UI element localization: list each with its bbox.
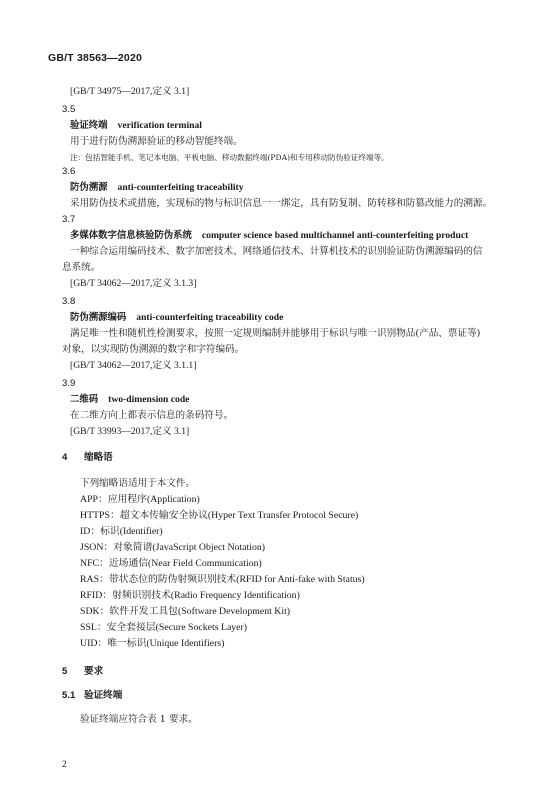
term-zh: 二维码	[70, 394, 99, 405]
term-en: anti-counterfeiting traceability	[117, 182, 244, 193]
term-en: anti-counterfeiting traceability code	[136, 312, 284, 323]
abbreviation-item: APP：应用程序(Application)	[80, 494, 200, 505]
term-heading	[70, 120, 202, 132]
term-note: 注：包括智能手机、笔记本电脑、平板电脑、移动数据终端(PDA)和专用移动防伪验证终端等。	[70, 153, 389, 162]
term-heading	[70, 230, 468, 242]
reference: [GB/T 34062—2017,定义 3.1.1]	[70, 360, 197, 371]
term-definition: 在二维方向上都表示信息的条码符号。	[70, 410, 234, 421]
reference-3-4: [GB/T 34975—2017,定义 3.1]	[70, 86, 190, 97]
section-title: 缩略语	[84, 452, 113, 463]
section-5-1-heading	[62, 690, 122, 702]
section-5-heading	[62, 666, 103, 678]
term-en: computer science based multichannel anti-counterfeiting product	[201, 230, 469, 241]
abbreviations-intro: 下列缩略语适用于本文件。	[80, 478, 196, 489]
abbreviation-item: JSON：对象简谱(JavaScript Object Notation)	[80, 542, 266, 553]
reference: [GB/T 33993—2017,定义 3.1]	[70, 426, 190, 437]
section-number: 4	[62, 452, 68, 463]
term-number: 3.9	[62, 378, 76, 389]
term-number: 3.7	[62, 214, 76, 225]
term-definition: 一种综合运用编码技术、数字加密技术、网络通信技术、计算机技术的识别验证防伪溯源编码的信	[70, 246, 483, 257]
section-4-heading	[62, 452, 113, 464]
page-number: 2	[62, 760, 67, 770]
term-definition: 采用防伪技术或措施，实现标的物与标识信息一一绑定，具有防复制、防转移和防篡改能力的溯源。	[70, 198, 493, 209]
term-zh: 验证终端	[70, 120, 108, 131]
abbreviation-item: SDK：软件开发工具包(Software Development Kit)	[80, 606, 291, 617]
term-definition: 用于进行防伪溯源验证的移动智能终端。	[70, 136, 243, 147]
standard-header: GB/T 38563—2020	[48, 52, 143, 64]
reference: [GB/T 34062—2017,定义 3.1.3]	[70, 278, 197, 289]
term-heading	[70, 312, 283, 324]
term-definition: 满足唯一性和随机性检测要求，按照一定规则编制并能够用于标识与唯一识别物品(产品、票证等)	[70, 328, 481, 339]
abbreviation-item: RAS：带状态位的防伪射频识别技术(RFID for Anti-fake with Status)	[80, 574, 365, 585]
term-heading	[70, 394, 189, 406]
term-number: 3.6	[62, 166, 76, 177]
abbreviation-item: RFID：射频识别技术(Radio Frequency Identification)	[80, 590, 300, 601]
term-definition-continued: 息系统。	[62, 262, 101, 273]
abbreviation-item: SSL：安全套接层(Secure Sockets Layer)	[80, 622, 248, 633]
term-number: 3.5	[62, 104, 76, 115]
term-definition-continued: 对象，以实现防伪溯源的数字和字符编码。	[62, 344, 245, 355]
term-zh: 防伪溯源编码	[70, 312, 127, 323]
section-title: 要求	[84, 666, 104, 677]
section-number: 5	[62, 666, 68, 677]
abbreviation-item: HTTPS：超文本传输安全协议(Hyper Text Transfer Protocol Secure)	[80, 510, 359, 521]
term-heading	[70, 182, 244, 194]
term-en: two-dimension code	[108, 394, 190, 405]
abbreviation-item: UID：唯一标识(Unique Identifiers)	[80, 638, 225, 649]
term-number: 3.8	[62, 296, 76, 307]
abbreviation-item: NFC：近场通信(Near Field Communication)	[80, 558, 262, 569]
abbreviation-item: ID：标识(Identifier)	[80, 526, 163, 537]
subsection-number: 5.1	[62, 690, 76, 701]
term-zh: 防伪溯源	[70, 182, 108, 193]
term-zh: 多媒体数字信息核验防伪系统	[70, 230, 192, 241]
subsection-title: 验证终端	[84, 690, 123, 701]
section-5-1-text: 验证终端应符合表 1 要求。	[80, 714, 198, 725]
term-en: verification terminal	[117, 120, 202, 131]
